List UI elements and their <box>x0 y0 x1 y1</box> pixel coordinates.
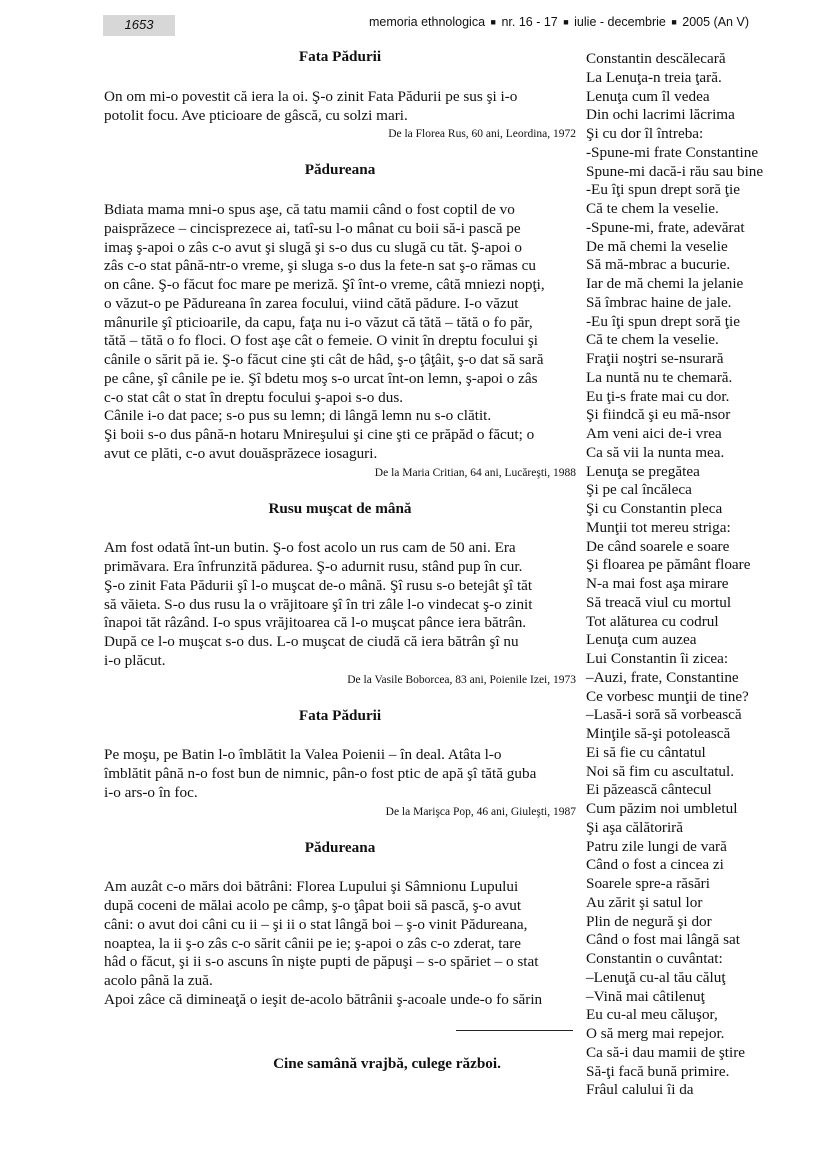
stories-column <box>104 48 576 1029</box>
verse-line: Constantin o cuvântat: <box>586 950 723 967</box>
verse-line: Au zărit şi satul lor <box>586 893 703 911</box>
verse-line: Şi floarea pe pământ floare <box>586 556 751 574</box>
story-text-line: hâd o făcut, şi ii s-o ascuns în nişte pupti de păpuşi – s-o spăriet – o stat <box>104 953 539 971</box>
story-source: De la Marişca Pop, 46 ani, Giuleşti, 1987 <box>385 805 576 818</box>
verse-line: Lenuţa cum auzea <box>586 631 697 649</box>
verse-column <box>586 50 816 1100</box>
verse-line: Şi fiindcă şi eu mă-nsor <box>586 406 731 424</box>
verse-line: Constantin descălecară <box>586 50 726 67</box>
verse-line: Să-ţi facă bună primire. <box>586 1062 730 1080</box>
story-text-line: on câne. Ş-o făcut foc mare pe meriză. Şî înt-o vreme, câtă mniezi nopţi, <box>104 276 545 293</box>
verse-line: Să mă-mbrac a bucurie. <box>586 256 731 274</box>
story-title: Fata Pădurii <box>298 48 382 65</box>
story-text-line: Cânile i-o dat pace; s-o pus su lemn; di lângă lemn nu s-o clătit. <box>104 407 492 425</box>
verse-line: N-a mai fost aşa mirare <box>586 575 729 592</box>
story-text-line: după coceni de mălai acolo pe câmp, ş-o ţâpat boii să pască, ş-o avut <box>104 897 522 914</box>
story-title: Pădureana <box>304 838 376 856</box>
verse-line: Ca să vii la nunta mea. <box>586 443 725 461</box>
separator-square-icon: ■ <box>563 17 569 27</box>
verse-line: -Eu îţi spun drept soră ţie <box>586 181 740 199</box>
story-text-line: On om mi-o povestit că iera la oi. Ş-o zinit Fata Pădurii pe sus şi i-o <box>104 87 518 105</box>
verse-line: O să merg mai repejor. <box>586 1025 725 1042</box>
verse-line: Minţile să-şi potolească <box>586 725 731 742</box>
story-source: De la Florea Rus, 60 ani, Leordina, 1972 <box>388 128 576 141</box>
verse-line: Tot alăturea cu codrul <box>586 612 719 630</box>
verse-line: Şi pe cal încăleca <box>586 481 692 499</box>
story-text-line: cânile o sărit pă ie. Ş-o făcut cine şti cât de hâd, ş-o ţâţâit, ş-o dat să sară <box>104 351 544 368</box>
verse-line: Şi aşa călătoriră <box>586 818 683 836</box>
verse-line: Plin de negură şi dor <box>586 912 712 930</box>
story-text-line: Şi boii s-o dus până-n hotaru Mnireşului şi cine şti ce prăpăd o făcut; o <box>104 426 535 443</box>
verse-line: Şi cu dor îl întreba: <box>586 125 704 142</box>
separator-square-icon: ■ <box>490 17 496 27</box>
story-text-line: avut ce plăti, c-o avut douăsprăzece iosaguri. <box>104 444 378 462</box>
journal-title: memoria ethnologica <box>369 15 486 29</box>
verse-line: Frâul calului îi da <box>586 1081 694 1099</box>
story-text-line: Ş-o zinit Fata Pădurii şî l-o muşcat de-o mână. Şî rusu s-o betejât şî tăt <box>104 576 533 594</box>
verse-line: Să îmbrac haine de jale. <box>586 293 732 311</box>
separator-square-icon: ■ <box>671 17 677 27</box>
verse-line: Că te chem la veselie. <box>586 200 719 217</box>
verse-line: Iar de mă chemi la jelanie <box>586 275 744 292</box>
story-text-line: Pe moşu, pe Batin l-o îmblătit la Valea Poienii – în deal. Atâta l-o <box>104 746 502 764</box>
story-text-line: mânurile şî pticioarile, da capu, faţa nu i-o văzut că tătă – tătă o fo păr, <box>104 313 533 331</box>
verse-line: –Lenuţă cu-al tău căluţ <box>586 968 726 986</box>
proverb: Cine samână vrajbă, culege război. <box>273 1055 501 1072</box>
story <box>104 839 576 1010</box>
verse-line: La nuntă nu te chemară. <box>586 368 733 386</box>
verse-line: Când o fost mai lângă sat <box>586 931 740 949</box>
story-title: Fata Pădurii <box>298 706 382 724</box>
verse-line: Lenuţa se pregătea <box>586 462 700 480</box>
verse-line: La Lenuţa-n treia ţară. <box>586 68 722 86</box>
story-title: Pădureana <box>304 161 376 179</box>
page-number-box <box>103 15 175 36</box>
story-text-line: o văzut-o pe Pădureana în zarea focului, viind cătă pădure. I-o văzut <box>104 294 519 312</box>
verse-line: Să treacă viul cu mortul <box>586 593 732 611</box>
running-header <box>369 15 749 29</box>
verse-line: Spune-mi dacă-i rău sau bine <box>586 162 764 180</box>
verse-line: Lui Constantin îi zicea: <box>586 650 729 667</box>
verse-line: Eu ţi-s frate mai cu dor. <box>586 387 730 405</box>
story-text-line: i-o plăcut. <box>104 651 166 669</box>
story-text-line: înapoi tăt râzând. I-o spus vrăjitoarea că l-o muşcat pânce iera bătrân. <box>104 614 527 632</box>
story <box>104 161 576 480</box>
page-number: 1653 <box>124 17 154 32</box>
verse-line: Ei să fie cu cântatul <box>586 743 706 761</box>
story <box>104 500 576 688</box>
issue-period: iulie - decembrie <box>574 15 666 29</box>
verse-line: Că te chem la veselie. <box>586 331 719 349</box>
story-text-line: îmblătit până n-o fost bun de nimnic, pân-o fost ptic de apă şî tătă guba <box>104 765 537 782</box>
issue-number: nr. 16 - 17 <box>501 15 558 29</box>
footnote-divider <box>456 1030 573 1031</box>
verse-line: –Auzi, frate, Constantine <box>586 668 739 686</box>
verse-line: Am veni aici de-i vrea <box>586 425 722 442</box>
verse-line: Ei păzească cântecul <box>586 781 712 799</box>
verse-line: Soarele spre-a răsări <box>586 875 710 892</box>
story-text-line: să văieta. S-o dus rusu la o vrăjitoare şî în tri zâle l-o vindecat ş-o zinit <box>104 595 533 613</box>
story-text-line: câni: o avut doi câni cu ii – şi ii o stat lângă boi – ş-o vinit Pădureana, <box>104 915 528 933</box>
story-source: De la Maria Critian, 64 ani, Lucăreşti, 1988 <box>374 466 576 479</box>
verse-line: Patru zile lungi de vară <box>586 837 727 855</box>
verse-line: Lenuţa cum îl vedea <box>586 87 710 105</box>
verse-line: De mă chemi la veselie <box>586 237 728 255</box>
story-text-line: Apoi zâce că dimineaţă o ieşit de-acolo bătrânii ş-acoale unde-o fo sărin <box>104 990 543 1008</box>
verse-line: Din ochi lacrimi lăcrima <box>586 106 735 124</box>
verse-line: –Lasă-i soră să vorbească <box>586 706 742 724</box>
verse-line: –Vină mai câtilenuţ <box>586 987 705 1005</box>
story-text-line: c-o stat cât o stat în dreptu focului ş-apoi s-o dus. <box>104 388 404 406</box>
story-text-line: potolit focu. Ave pticioare de gâscă, cu solzi mari. <box>104 106 408 124</box>
story-text-line: Bdiata mama mni-o spus aşe, că tatu mamii când o fost coptil de vo <box>104 201 515 218</box>
story-text-line: acolo până la zuă. <box>104 972 213 989</box>
story-text-line: imaş ş-apoi o zâs c-o avut şi slugă şi s-o dus cu slugă cu tăt. Ş-apoi o <box>104 238 523 256</box>
verse-line: Fraţii noştri se-nsurară <box>586 350 724 367</box>
story-text-line: pe câne, şî cânile pe ie. Şî bdetu moş s-o urcat înt-on lemn, ş-apoi o zâs <box>104 369 538 387</box>
story-source: De la Vasile Boborcea, 83 ani, Poienile Izei, 1973 <box>347 673 576 686</box>
story-text-line: paisprăzece – cincisprezece ai, tatî-su l-o mânat cu boii să-i pască pe <box>104 219 521 237</box>
story-text-line: După ce l-o muşcat s-o dus. L-o muşcat de ciudă că iera bătrân şî nu <box>104 633 519 650</box>
story-text-line: noaptea, la ii ş-o zâs c-o sărit cânii pe ie; ş-apoi o zâs c-o zderat, tare <box>104 934 522 952</box>
verse-line: De când soarele e soare <box>586 537 730 555</box>
verse-line: Noi să fim cu ascultatul. <box>586 762 735 780</box>
story-text-line: zâs c-o stat până-ntr-o vreme, şi sluga s-o dus la fete-n sat ş-o rămas cu <box>104 257 536 275</box>
story <box>104 48 576 142</box>
story-text-line: primăvara. Era înfrunzită pădurea. Ş-o adurnit rusu, stând pup în cur. <box>104 558 523 575</box>
story-text-line: tătă – tătă o fo floci. O fost aşe cât o femeie. O vinit în dreptu focului şi <box>104 332 538 350</box>
issue-year: 2005 (An V) <box>682 15 749 29</box>
verse-line: -Eu îţi spun drept soră ţie <box>586 312 740 330</box>
verse-line: -Spune-mi, frate, adevărat <box>586 218 745 236</box>
verse-line: Eu cu-al meu căluşor, <box>586 1006 718 1024</box>
verse-line: Ca să-i dau mamii de ştire <box>586 1043 746 1061</box>
verse-line: -Spune-mi frate Constantine <box>586 143 759 161</box>
story-text-line: Am auzât c-o mărs doi bătrâni: Florea Lupului şi Sâmnionu Lupului <box>104 878 519 896</box>
verse-line: Munţii tot mereu striga: <box>586 518 731 536</box>
story-title: Rusu muşcat de mână <box>268 499 412 517</box>
verse-line: Şi cu Constantin pleca <box>586 500 723 517</box>
story-text-line: i-o ars-o în foc. <box>104 783 198 801</box>
verse-line: Când o fost a cincea zi <box>586 856 724 874</box>
story-text-line: Am fost odată înt-un butin. Ş-o fost acolo un rus cam de 50 ani. Era <box>104 539 516 557</box>
verse-line: Ce vorbesc munţii de tine? <box>586 687 749 705</box>
verse-line: Cum păzim noi umbletul <box>586 800 738 817</box>
story <box>104 707 576 820</box>
